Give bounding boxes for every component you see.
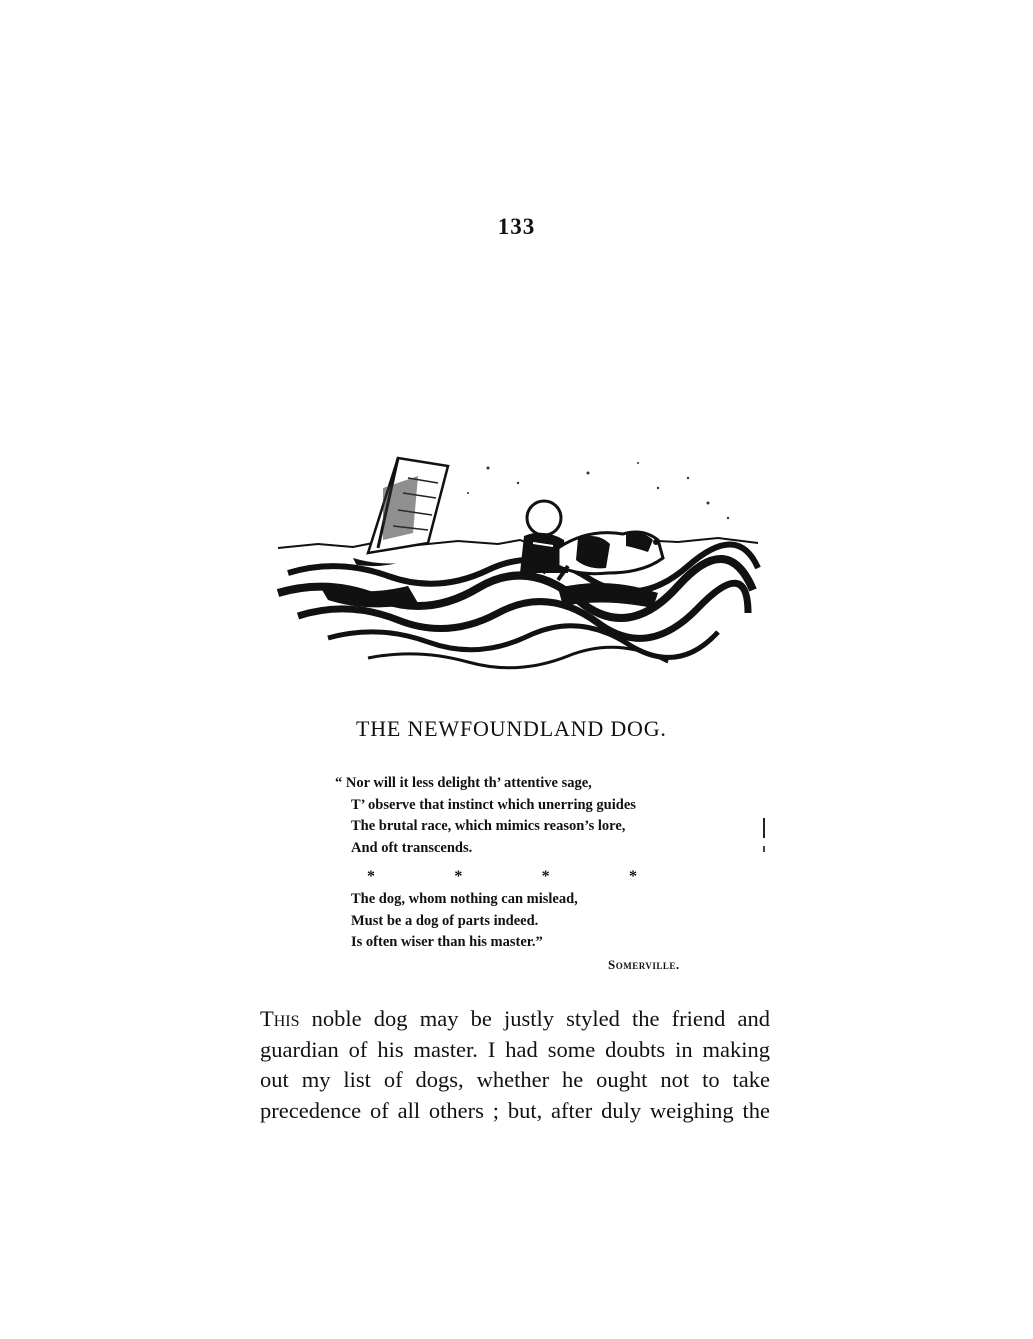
verse-line: The brutal race, which mimics reason’s lore, xyxy=(351,818,626,834)
star: * xyxy=(454,868,463,885)
body-line: precedence of all others ; but, after duly weighing the xyxy=(260,1097,770,1123)
margin-mark xyxy=(763,846,765,852)
sea-waves xyxy=(258,536,768,674)
epigraph-attribution: Somerville. xyxy=(608,957,680,972)
verse-line: Is often wiser than his master.” xyxy=(351,934,543,950)
body-line xyxy=(260,1004,770,1035)
verse-line: “ Nor will it less delight th’ attentive sage, xyxy=(335,775,592,791)
page-number: 133 xyxy=(497,214,536,239)
verse-line: And oft transcends. xyxy=(351,839,473,856)
chapter-title: THE NEWFOUNDLAND DOG. xyxy=(356,716,667,741)
epigraph-stanza-1 xyxy=(335,773,636,859)
newfoundland-dog-engraving xyxy=(258,448,768,674)
body-line: guardian of his master. I had some doubts in making xyxy=(260,1036,770,1062)
lead-word: This xyxy=(260,1006,300,1031)
star: * xyxy=(367,868,375,885)
verse-line: T’ observe that instinct which unerring guides xyxy=(351,796,636,813)
ellipsis-stars xyxy=(367,868,637,886)
body-line-rest: noble dog may be justly styled the friend and xyxy=(299,1006,770,1031)
verse-line: Must be a dog of parts indeed. xyxy=(351,912,539,929)
body-paragraph xyxy=(260,1004,770,1126)
star: * xyxy=(628,868,637,885)
margin-mark xyxy=(763,818,765,838)
sky-speckles xyxy=(467,462,729,519)
epigraph-stanza-2 xyxy=(351,889,578,954)
star: * xyxy=(541,868,550,885)
body-line: out my list of dogs, whether he ought not to take xyxy=(260,1067,770,1092)
verse-line: The dog, whom nothing can mislead, xyxy=(351,891,578,907)
